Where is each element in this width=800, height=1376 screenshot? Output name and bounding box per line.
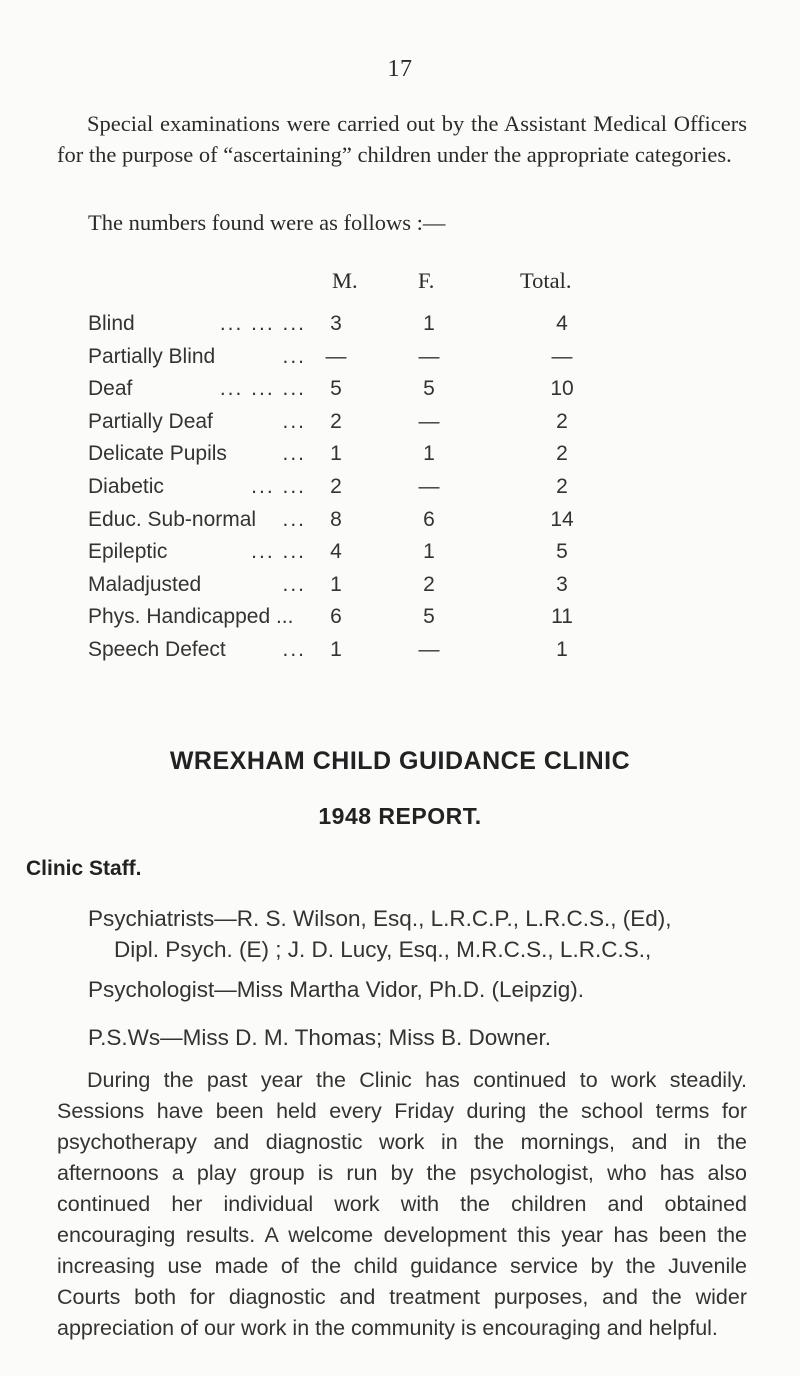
closing-text: During the past year the Clinic has continued to work steadily. Sessions have been held every Friday during the school terms for psychotherapy and diagnostic work in the mornings, and in the afternoons a play group is run by the psychologist, who has also continued her individual work with the children and obtained encouraging results. A welcome development this year has been the increasing use made of the child guidance service by the Juvenile Courts both for diagnostic and treatment purposes, and the wider appreciation of our work in the community is encouraging and helpful. (57, 1068, 747, 1340)
column-header-f: F. (418, 268, 435, 293)
row-label: Deaf (88, 377, 133, 401)
row-leader-dots: ... (282, 572, 306, 596)
cell-m: 1 (330, 572, 342, 596)
table-row (88, 573, 688, 605)
row-leader-dots: ... (282, 344, 306, 368)
row-label: Blind (88, 312, 135, 335)
cell-m: — (325, 344, 347, 368)
staff-heading: Clinic Staff. (26, 857, 142, 880)
cell-total: 5 (556, 540, 568, 564)
psychologist-entry: Psychologist—Miss Martha Vidor, Ph.D. (Leipzig). (88, 977, 585, 1002)
row-leader-dots: ... (282, 442, 306, 466)
cell-f: — (418, 409, 440, 433)
row-label: Phys. Handicapped ... (88, 605, 294, 629)
row-leader-dots: ... (282, 409, 306, 433)
cell-total: 4 (556, 312, 568, 335)
row-label: Partially Blind (88, 344, 216, 368)
cell-m: 1 (330, 638, 342, 661)
cell-total: — (551, 344, 573, 368)
cell-f: — (418, 638, 440, 661)
cell-total: 11 (551, 605, 573, 629)
page-number: 17 (387, 56, 413, 82)
table-row (88, 508, 688, 540)
cell-f: 2 (423, 572, 435, 596)
table-row (88, 475, 688, 507)
cell-m: 2 (330, 475, 342, 498)
cell-m: 8 (330, 507, 342, 531)
cell-m: 6 (330, 605, 342, 629)
column-header-m: M. (332, 268, 358, 293)
cell-m: 4 (330, 540, 342, 564)
cell-total: 1 (556, 638, 568, 661)
table-row (88, 605, 688, 637)
cell-f: 6 (423, 507, 435, 531)
cell-f: 1 (423, 442, 435, 466)
psychiatrists-entry (88, 903, 671, 965)
row-leader-dots: ... ... ... (219, 377, 306, 401)
row-leader-dots: ... (282, 507, 306, 531)
cell-m: 2 (330, 409, 342, 433)
psychiatrists-line-2: Dipl. Psych. (E) ; J. D. Lucy, Esq., M.R.C.S., L.R.C.S., (114, 937, 652, 962)
table-row (88, 540, 688, 572)
closing-paragraph (57, 1065, 747, 1344)
intro-paragraph (57, 108, 747, 170)
table-row (88, 312, 688, 344)
cell-m: 1 (330, 442, 342, 466)
row-leader-dots: ... ... ... (219, 312, 306, 335)
row-leader-dots: ... ... (251, 540, 306, 564)
cell-total: 2 (556, 442, 568, 466)
cell-total: 2 (556, 409, 568, 433)
table-row (88, 410, 688, 442)
table-row (88, 345, 688, 377)
row-label: Speech Defect (88, 638, 226, 661)
cell-total: 3 (556, 572, 568, 596)
cell-f: 5 (423, 605, 435, 629)
cell-f: — (418, 475, 440, 498)
cell-m: 5 (330, 377, 342, 401)
row-leader-dots: ... ... (251, 475, 306, 498)
cell-f: — (418, 344, 440, 368)
table-row (88, 638, 688, 670)
psychiatrists-line-1: Psychiatrists—R. S. Wilson, Esq., L.R.C.P., L.R.C.S., (Ed), (88, 906, 672, 931)
cell-total: 14 (550, 507, 574, 531)
row-label: Maladjusted (88, 572, 202, 596)
row-leader-dots: ... (282, 638, 306, 661)
cell-total: 10 (550, 377, 574, 401)
table-row (88, 442, 688, 474)
intro-text: Special examinations were carried out by the Assistant Medical Officers for the purpose of “ascertaining” children under the appropriate categories. (57, 111, 747, 167)
row-label: Delicate Pupils (88, 442, 227, 466)
row-label: Educ. Sub-normal (88, 507, 257, 531)
numbers-line: The numbers found were as follows :— (88, 210, 446, 235)
cell-f: 1 (423, 540, 435, 564)
cell-f: 5 (423, 377, 435, 401)
row-label: Partially Deaf (88, 409, 213, 433)
row-label: Epileptic (88, 540, 168, 564)
column-header-total: Total. (520, 268, 572, 293)
cell-m: 3 (330, 312, 342, 335)
cell-f: 1 (423, 312, 435, 335)
table-row (88, 377, 688, 409)
cell-total: 2 (556, 475, 568, 498)
clinic-heading: WREXHAM CHILD GUIDANCE CLINIC (169, 747, 631, 775)
report-subheading: 1948 REPORT. (318, 803, 482, 829)
row-label: Diabetic (88, 475, 164, 498)
psw-entry: P.S.Ws—Miss D. M. Thomas; Miss B. Downer. (88, 1025, 552, 1050)
